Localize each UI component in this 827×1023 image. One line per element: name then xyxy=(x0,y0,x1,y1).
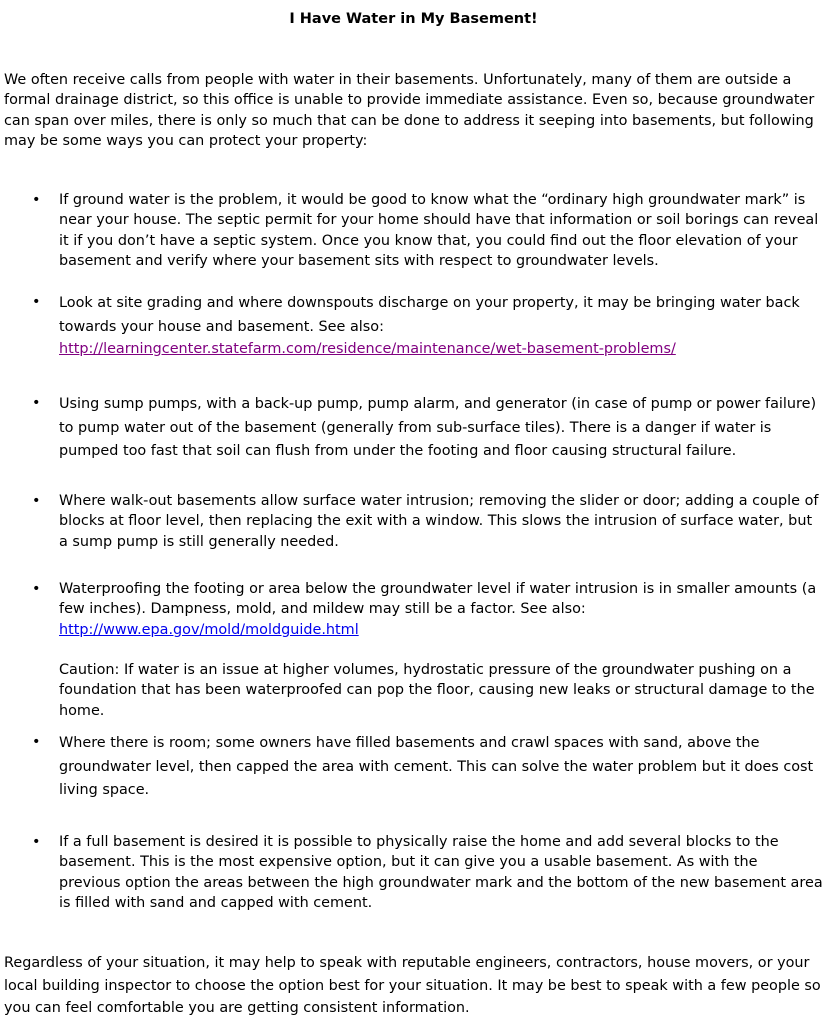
list-item-text: Where there is room; some owners have filled basements and crawl spaces with sand, above the groundwater level, then capped the area with cement. This can solve the water problem but it does cost living space. xyxy=(59,735,814,798)
bullet-icon: • xyxy=(32,294,41,310)
bullet-icon: • xyxy=(32,493,41,509)
list-item-text: Look at site grading and where downspouts discharge on your property, it may be bringing water back towards your house and basement. See also: xyxy=(59,295,800,335)
bullet-icon: • xyxy=(32,834,41,850)
bullet-icon: • xyxy=(32,581,41,597)
epa-moldguide-link[interactable]: http://www.epa.gov/mold/moldguide.html xyxy=(59,622,359,638)
list-item-text: Using sump pumps, with a back-up pump, pump alarm, and generator (in case of pump or power failure) to pump water out of the basement (generally from sub-surface tiles). There is a danger if water is pumped too fast that soil can flush from under the footing and floor causing structural failure. xyxy=(59,396,817,459)
caution-note: Caution: If water is an issue at higher volumes, hydrostatic pressure of the groundwater pushing on a foundation that has been waterproofed can pop the floor, causing new leaks or structural damage to the home. xyxy=(59,662,815,719)
list-item-text: If ground water is the problem, it would be good to know what the “ordinary high groundwater mark” is near your house. The septic permit for your home should have that information or soil borings can reveal it if you don’t have a septic system. Once you know that, you could find out the floor elevation of your basement and verify where your basement sits with respect to groundwater levels. xyxy=(59,192,819,269)
bullet-icon: • xyxy=(32,192,41,208)
list-item-text: Waterproofing the footing or area below the groundwater level if water intrusion is in smaller amounts (a few inches). Dampness, mold, and mildew may still be a factor. See also: xyxy=(59,581,817,618)
list-item-text: Where walk-out basements allow surface water intrusion; removing the slider or door; adding a couple of blocks at floor level, then replacing the exit with a window. This slows the intrusion of surface water, but a sump pump is still generally needed. xyxy=(59,493,819,550)
statefarm-link[interactable]: http://learningcenter.statefarm.com/residence/maintenance/wet-basement-problems/ xyxy=(59,341,676,357)
list-item-text: If a full basement is desired it is possible to physically raise the home and add several blocks to the basement. This is the most expensive option, but it can give you a usable basement. As with the previous option the areas between the high groundwater mark and the bottom of the new basement area is filled with sand and capped with cement. xyxy=(59,834,823,911)
bullet-icon: • xyxy=(32,395,41,411)
page-title: I Have Water in My Basement! xyxy=(289,11,538,27)
intro-paragraph: We often receive calls from people with water in their basements. Unfortunately, many of them are outside a formal drainage district, so this office is unable to provide immediate assistance. Even so, because groundwater can span over miles, there is only so much that can be done to address it seeping into basements, but following may be some ways you can protect your property: xyxy=(4,72,815,149)
bullet-icon: • xyxy=(32,734,41,750)
closing-paragraph: Regardless of your situation, it may help to speak with reputable engineers, contractors, house movers, or your local building inspector to choose the option best for your situation. It may be best to speak with a few people so you can feel comfortable you are getting consistent information. xyxy=(4,955,821,1016)
